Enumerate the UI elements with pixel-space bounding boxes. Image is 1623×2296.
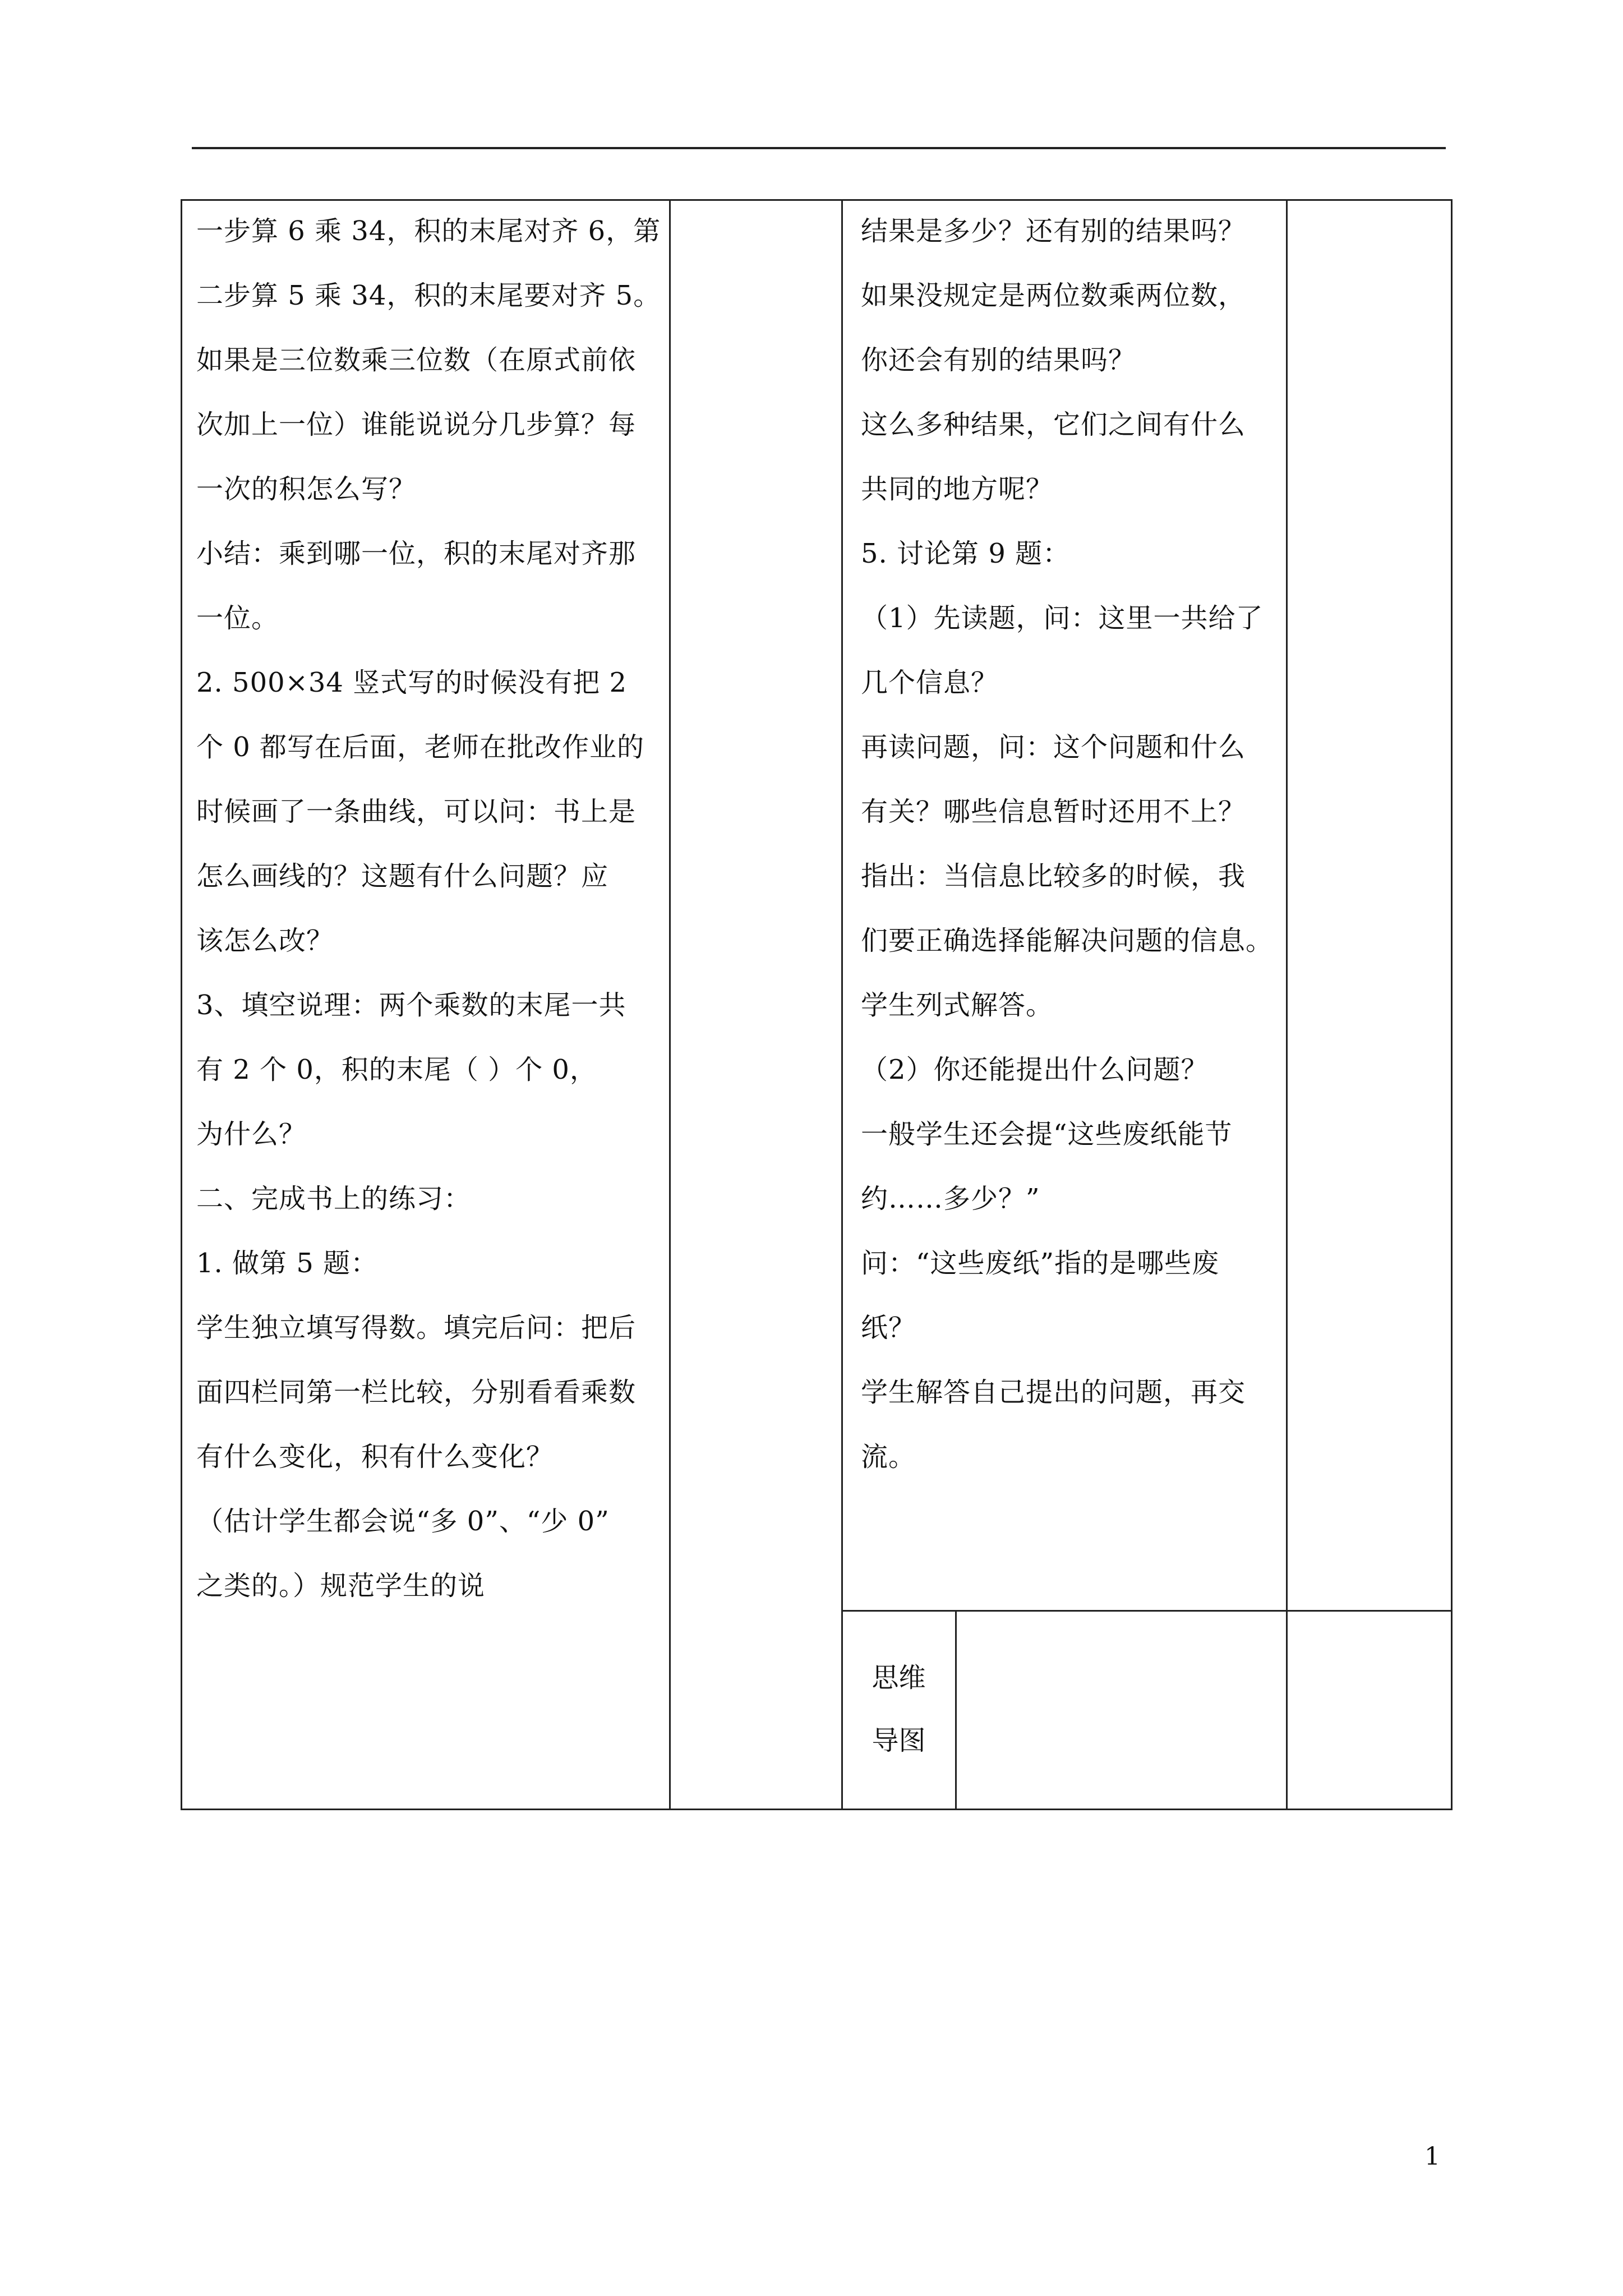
table-divider-2 [841,199,843,1810]
right-line: 学生解答自己提出的问题，再交 [861,1377,1246,1408]
right-line: 学生列式解答。 [861,990,1054,1021]
right-line: 这么多种结果，它们之间有什么 [861,409,1246,440]
left-line: 为什么？ [196,1119,307,1150]
mindmap-label-divider [955,1610,957,1810]
right-line: 一般学生还会提“这些废纸能节 [861,1119,1233,1150]
mindmap-row-top-border [841,1610,1453,1612]
right-line: （2）你还能提出什么问题？ [861,1054,1209,1085]
right-line: 指出：当信息比较多的时候，我 [861,861,1246,892]
right-line: 结果是多少？还有别的结果吗？ [861,215,1246,247]
left-line: 之类的。）规范学生的说 [196,1570,486,1602]
left-line: 时候画了一条曲线，可以问：书上是 [196,796,637,827]
left-line: 有 2 个 0，积的末尾（ ）个 0， [196,1054,597,1085]
right-line: 再读问题，问：这个问题和什么 [861,731,1246,763]
left-line: 1. 做第 5 题： [196,1248,379,1279]
right-line: 5. 讨论第 9 题： [861,538,1071,569]
left-line: 小结：乘到哪一位，积的末尾对齐那 [196,538,637,569]
left-line: 一步算 6 乘 34，积的末尾对齐 6，第 [196,215,661,247]
left-line: 次加上一位）谁能说说分几步算？每 [196,409,637,440]
left-line: 个 0 都写在后面，老师在批改作业的 [196,731,645,763]
left-line: 一次的积怎么写？ [196,473,417,505]
left-line: （估计学生都会说“多 0”、“少 0” [196,1506,610,1537]
left-column-text [196,199,662,1618]
right-line: 约……多少？” [861,1183,1040,1214]
left-line: 二步算 5 乘 34，积的末尾要对齐 5。 [196,280,661,311]
header-rule [192,147,1446,149]
right-column-text [861,199,1281,1489]
right-line: 问：“这些废纸”指的是哪些废 [861,1248,1220,1279]
left-line: 二、完成书上的练习： [196,1183,472,1214]
right-line: 几个信息？ [861,667,999,698]
right-line: 纸？ [861,1312,916,1343]
left-line: 该怎么改？ [196,925,334,956]
left-line: 面四栏同第一栏比较，分别看看乘数 [196,1377,637,1408]
right-line: 你还会有别的结果吗？ [861,344,1136,376]
mind-map-label-line2: 导图 [872,1725,926,1756]
right-line: 有关？哪些信息暂时还用不上？ [861,796,1246,827]
table-divider-1 [669,199,671,1810]
mind-map-label [844,1646,953,1772]
right-line: 流。 [861,1441,916,1473]
right-line: 共同的地方呢？ [861,473,1054,505]
left-line: 有什么变化，积有什么变化？ [196,1441,554,1473]
left-line: 怎么画线的？这题有什么问题？应 [196,861,609,892]
mind-map-label-line1: 思维 [872,1662,926,1694]
page-number: 1 [1424,2142,1440,2171]
right-line: 如果没规定是两位数乘两位数， [861,280,1246,311]
left-line: 如果是三位数乘三位数（在原式前依 [196,344,637,376]
right-line: （1）先读题，问：这里一共给了 [861,602,1264,634]
right-line: 们要正确选择能解决问题的信息。 [861,925,1274,956]
left-line: 2. 500×34 竖式写的时候没有把 2 [196,667,628,698]
left-line: 3、填空说理：两个乘数的末尾一共 [196,990,626,1021]
table-divider-3 [1286,199,1288,1810]
left-line: 一位。 [196,602,279,634]
left-line: 学生独立填写得数。填完后问：把后 [196,1312,637,1343]
